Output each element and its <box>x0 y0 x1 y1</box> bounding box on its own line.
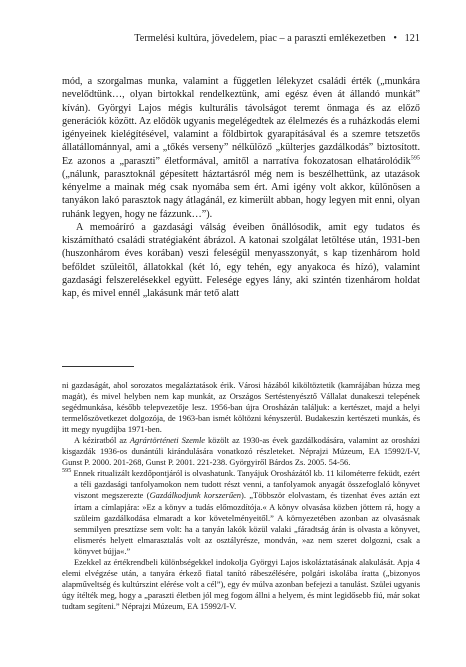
footnote-text: közölt az 1930-as évek gazdálkodására, valamint az orosházi kisgazdák 1936-os dunántúli kirándulására vonatkozó részleteket. Néprajzi Múzeum, EA 15992/I-V, Gunst P. 2000. 201-268, Gunst P. 2001. 221-238. Györgyiről Bárdos Zs. 2005. 54-56. <box>62 435 420 468</box>
footnote-text: ). „Többször elolvastam, és tizenhat éves aztán ezt írtam a címlapjára: »Ez a könyv a tudás előmozdítója.« A könyv olvasása közben jöttem rá, hogy a szüleim gazdálkodása elmaradt a kor követelményeitől.” A környezetében azonban az olvasásnak semmilyen presztízse sem volt: ha a tanyán lakók közül valaki „fáradtság árán is olvasta a könyvet, elismerés helyett elmarasztalás volt az osztályrésze, mondván, »az nem szeret dolgozni, csak a könyvet bújja«.” <box>74 490 420 556</box>
header-bullet: • <box>393 33 397 44</box>
body-paragraph-2: A memoáríró a gazdasági válság éveiben önállósodik, amit egy tudatos és kiszámítható családi stratégiaként ábrázol. A katonai szolgálat letöltése után, 1931-ben (huszonhárom éves korában) veszi feleségül menyasszonyát, s kap tizenhárom hold befőldet szüleitől, állatokkal (két ló, egy tehén, egy anyakoca és hízó), valamint gazdasági felszerelésekkel együtt. Felesége egyes lány, aki szintén tizenhárom holdat kap, és mivel ennél „lakásunk már tető alatt <box>62 221 420 299</box>
body-paragraph-1-text: mód, a szorgalmas munka, valamint a független lélekyzet családi érték („munkára nevelődtünk…, olyan birtokkal rendelkeztünk, ami egész éven át állandó munkát” kíván). Györgyi Lajos mégis kulturális távolságot teremt önmaga és az előző generációk között. Az elődök ugyanis megelégedtek az élelmezés és a ruházkodás elemi igényeinek kielégítésével, valamint a földbirtok gyarapításával és a szemre tetszetős állatállománnyal, ami a „tőkés verseny” nélkülöző „külterjes gazdálkodás” biztosított. Ez azonos a „paraszti” életformával, amitől a narratíva fokozatosan elhatárolódik <box>62 76 420 167</box>
page-number: 121 <box>404 33 420 44</box>
main-text <box>62 75 420 300</box>
footnote-595 <box>62 468 420 556</box>
footnote-text: A kéziratból az <box>74 435 130 446</box>
body-paragraph-1-tail: („nálunk, parasztoknál gépesített háztartásról még nem is beszélhettünk, az utazások kényelme a mainak még csak nyomába sem ért. Ami igény volt akkor, különösen a tanyákon lakó parasztok nagy átlagánál, ez kimerült abban, hogy legyen mit enni, olyan ruhánk legyen, hogy ne fázzunk…”). <box>62 168 420 220</box>
footnote-reference[interactable]: 595 <box>410 154 420 162</box>
footnote-separator <box>62 366 134 367</box>
running-title: Termelési kultúra, jövedelem, piac – a paraszti emlékezetben <box>134 33 386 44</box>
footnote-continued: ni gazdaságát, ahol sorozatos megaláztatások érik. Városi házából kiköltöztetik (kamrájában húzza meg magát), és mivel helyben nem kap munkát, az Országos Sertéstenyésztő Vállalat dunakeszi telepének segédmunkása, később telepvezetője lesz. 1956-ban újra Orosházán találjuk: a kertészet, majd a helyi termelőszövetkezet dolgozója, de 1963-ban ismét költözni kényszerül. Budakeszin kertészeti munkás, és itt megy nyugdíjba 1971-ben. <box>62 380 420 435</box>
footnote-number: 595 <box>62 467 72 475</box>
running-header <box>62 33 420 44</box>
body-paragraph-1 <box>62 75 420 221</box>
journal-title: Agrártörténeti Szemle <box>129 435 206 446</box>
footnotes <box>62 380 420 612</box>
footnote-text: Ennek ritualizált kezdőpontjáról is olvashatunk. Tanyájuk Orosházától kb. 11 kilométerre feküdt, ezért a téli gazdasági tanfolyamokon nem tudott részt venni, a tanfolyamok anyagát összefoglaló könyvet viszont megszerezte ( <box>73 468 420 501</box>
footnote-595-paragraph-2: Ezekkel az értékrendbeli különbségekkel indokolja Györgyi Lajos iskoláztatásának alakulását. Apja 4 elemi elvégzése után, a tanyára érkező fiatal tanító rábeszélésére, polgári iskolába íratta („bizonyos alapműveltség és kultúrszint elérése volt a cél”), egy év múlva azonban befejezi a tanulást. Szülei ugyanis úgy ítélték meg, hogy a „paraszti életben jól meg fogom állni a helyem, és mint legidősebb fiú, már sokat tudtam segíteni.” Néprajzi Múzeum, EA 15992/I-V. <box>62 556 420 611</box>
footnote-continued-2 <box>62 435 420 468</box>
book-title: Gazdálkodjunk korszerűen <box>149 490 242 501</box>
